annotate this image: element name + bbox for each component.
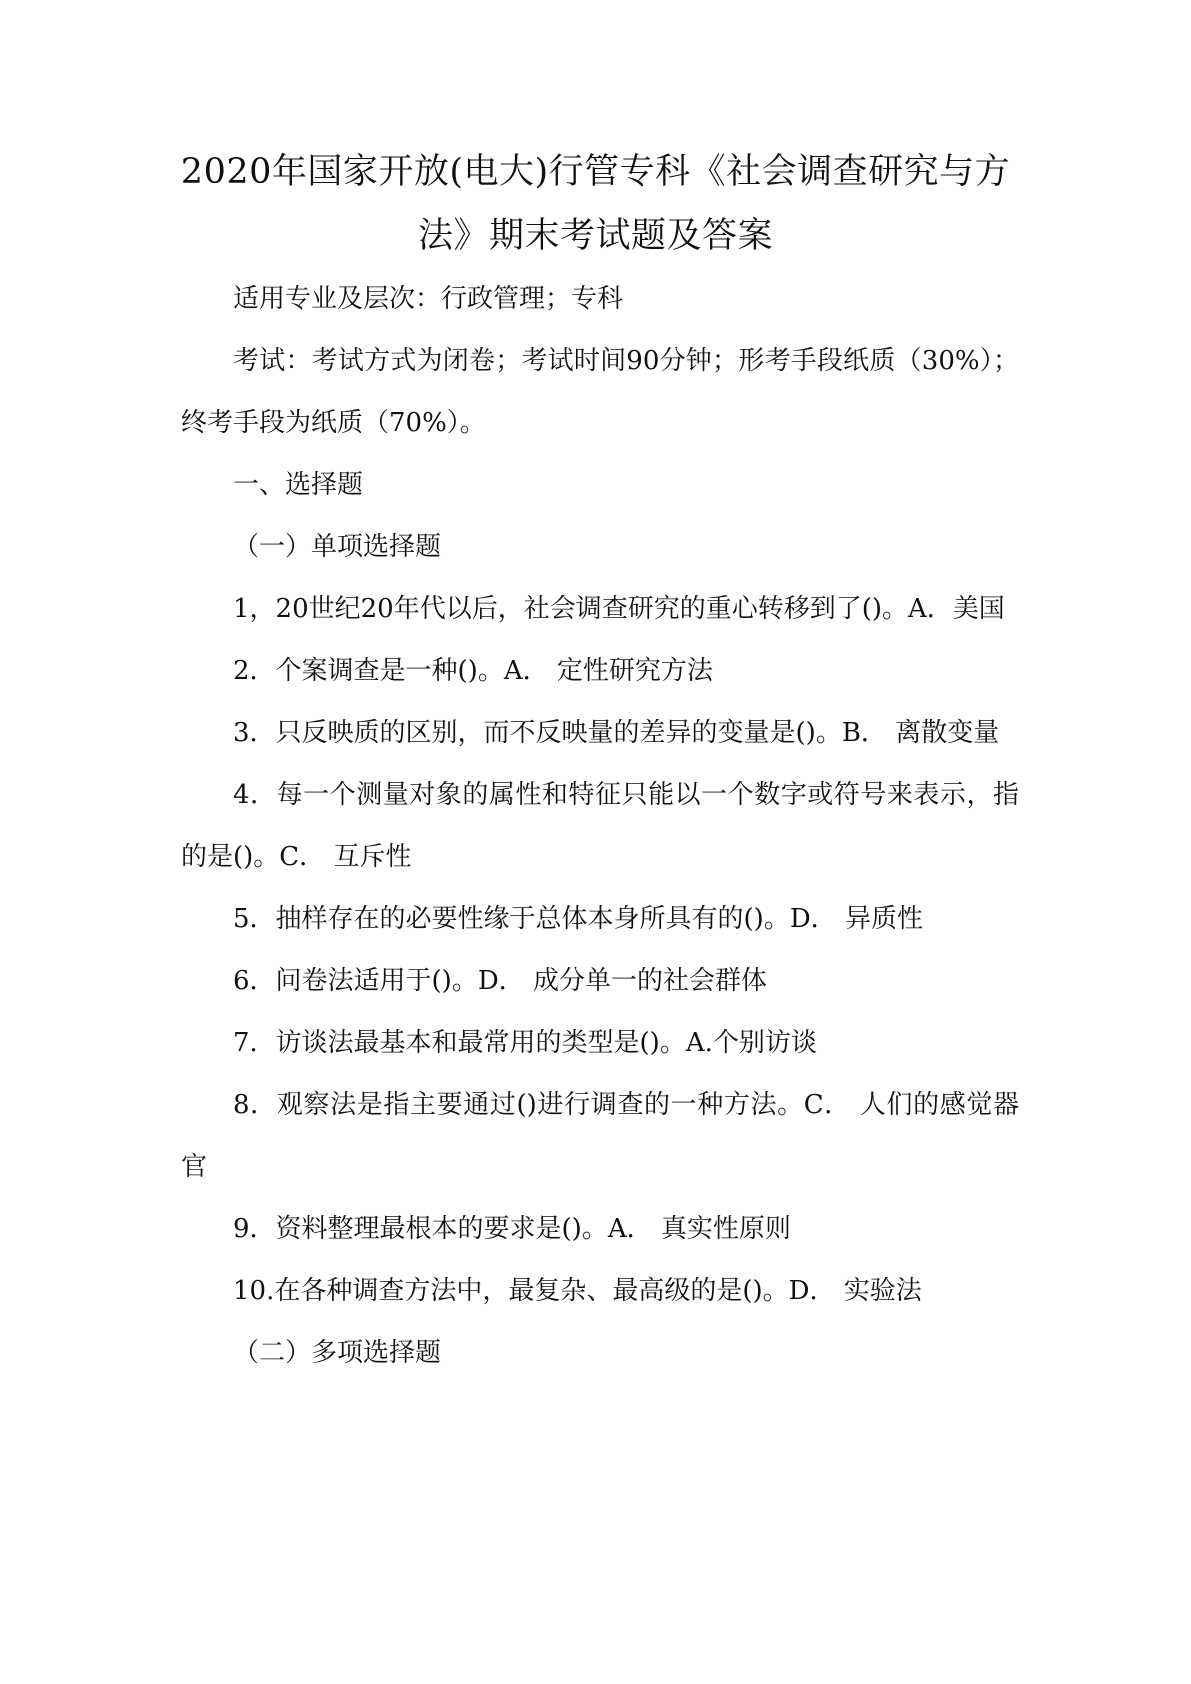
question-item: 9．资料整理最根本的要求是()。A． 真实性原则 (233, 1214, 791, 1244)
scope-line: 适用专业及层次：行政管理；专科 (233, 284, 624, 314)
question-item: 6．问卷法适用于()。D． 成分单一的社会群体 (233, 966, 767, 996)
question-item: 5．抽样存在的必要性缘于总体本身所具有的()。D． 异质性 (233, 904, 923, 934)
question-item: 1，20世纪20年代以后，社会调查研究的重心转移到了()。A．美国 (233, 594, 1005, 624)
question-item: 4．每一个测量对象的属性和特征只能以一个数字或符号来表示，指的是()。C． 互斥性 (181, 780, 1019, 872)
document-title (160, 140, 1031, 268)
subsection-heading: （一）单项选择题 (233, 532, 442, 562)
question-item: 8．观察法是指主要通过()进行调查的一种方法。C． 人们的感觉器官 (181, 1090, 1019, 1182)
title-line-1: 2020年国家开放(电大)行管专科《社会调查研究与方 (180, 152, 1011, 192)
section-heading: 一、选择题 (233, 470, 364, 500)
question-item: 3．只反映质的区别，而不反映量的差异的变量是()。B． 离散变量 (233, 718, 1000, 748)
question-item: 10.在各种调查方法中，最复杂、最高级的是()。D． 实验法 (233, 1276, 922, 1306)
title-line-2: 法》期末考试题及答案 (417, 216, 773, 256)
question-item: 2．个案调查是一种()。A． 定性研究方法 (233, 656, 713, 686)
question-item: 7．访谈法最基本和最常用的类型是()。A.个别访谈 (233, 1028, 817, 1058)
exam-info: 考试：考试方式为闭卷；考试时间90分钟；形考手段纸质（30%）；终考手段为纸质（70%）。 (181, 346, 1019, 438)
subsection-heading: （二）多项选择题 (233, 1338, 442, 1368)
document-body (181, 268, 1019, 1384)
